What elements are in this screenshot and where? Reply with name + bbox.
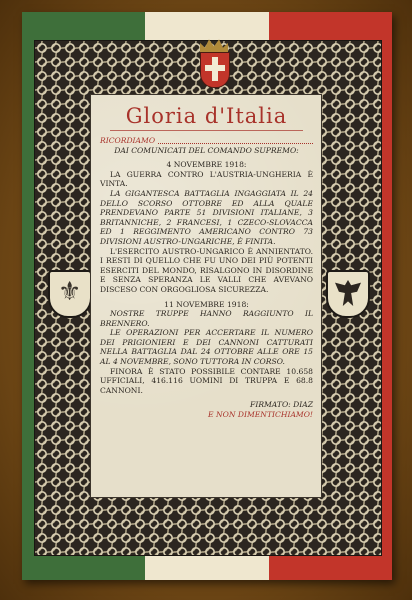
- savoy-shield-icon: [200, 52, 230, 88]
- postcard: [22, 12, 392, 580]
- bulletin-1-paragraph-3: L'ESERCITO AUSTRO-UNGARICO È ANNIENTATO. I RESTI DI QUELLO CHE FU UNO DEI PIÙ POTENTI ESERCITI DEL MONDO, RISALGONO IN DISORDINE E SENZA SPERANZA LE VALLI CHE AVEVANO DISCESO CON ORGOGLIOSA SICUREZZA.: [100, 246, 313, 294]
- eagle-icon: [335, 280, 361, 306]
- closing-line: E NON DIMENTICHIAMO!: [208, 410, 313, 420]
- bulletin-panel: [90, 94, 322, 498]
- bulletin-1-paragraph-2: LA GIGANTESCA BATTAGLIA INGAGGIATA IL 24 DELLO SCORSO OTTOBRE ED ALLA QUALE PRENDEVANO PARTE 51 DIVISIONI ITALIANE, 3 BRITANNICHE, 2 FRANCESI, 1 CZECO-SLOVACCA ED 1 REGGIMENTO AMERICANO CONTRO 73 DIVISIONI AUSTRO-UNGARICHE, È FINITA.: [100, 188, 313, 246]
- intro-word: RICORDIAMO: [100, 136, 156, 145]
- intro-line: [100, 136, 313, 146]
- bulletin-date-1: 4 NOVEMBRE 1918:: [166, 160, 247, 170]
- signature: FIRMATO: DIAZ: [250, 400, 313, 410]
- bulletin-2-paragraph-2: LE OPERAZIONI PER ACCERTARE IL NUMERO DEI PRIGIONIERI E DEI CANNONI CATTURATI NELLA BATTAGLIA DAL 24 OTTOBRE ALLE ORE 15 AL 4 NOVEMBRE, SONO TUTTORA IN CORSO.: [100, 328, 313, 367]
- subtitle: DAI COMUNICATI DEL COMANDO SUPREMO:: [114, 145, 299, 155]
- bulletin-2-paragraph-3: FINORA È STATO POSSIBILE CONTARE 10.658 UFFICIALI, 416.116 UOMINI DI TRUPPA E 68.8 CANNONI.: [100, 366, 313, 395]
- bulletin-date-2: 11 NOVEMBRE 1918:: [164, 299, 249, 309]
- fleur-de-lis-shield-icon: [48, 270, 92, 318]
- fleur-de-lis-icon: ⚜: [58, 277, 82, 307]
- bulletin-2-paragraph-1: NOSTRE TRUPPE HANNO RAGGIUNTO IL BRENNERO.: [100, 309, 313, 328]
- title-rule: [110, 130, 303, 131]
- bulletin-1-paragraph-1: LA GUERRA CONTRO L'AUSTRIA-UNGHERIA È VINTA.: [100, 169, 313, 189]
- page-title: Gloria d'Italia: [125, 104, 288, 128]
- eagle-shield-icon: [326, 270, 370, 318]
- dotted-leader: [158, 137, 313, 144]
